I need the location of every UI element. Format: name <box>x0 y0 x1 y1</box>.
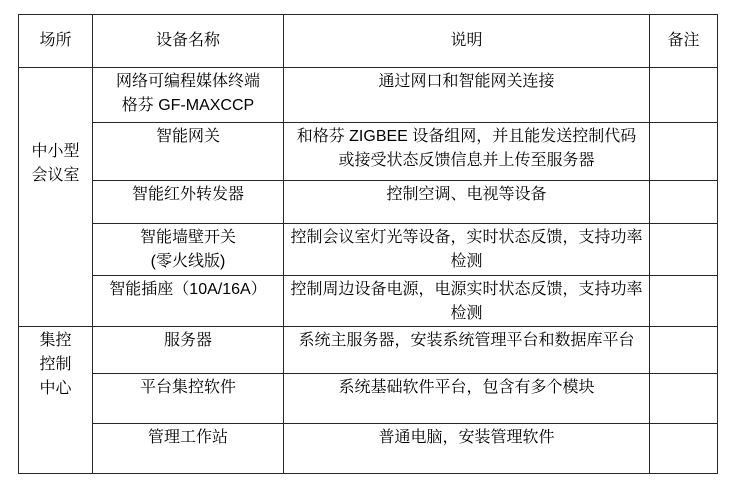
col-header-remark: 备注 <box>650 15 718 68</box>
device-name-cell-wall-switch <box>93 224 284 276</box>
device-name-line: 管理工作站 <box>147 429 228 446</box>
device-desc-cell-media-terminal <box>284 68 650 123</box>
remark-cell <box>650 181 718 224</box>
device-name-line: 网络可编程媒体终端 <box>115 73 260 90</box>
device-name-line: 服务器 <box>163 332 212 349</box>
table-row <box>19 424 718 474</box>
device-desc-cell-server <box>284 327 650 374</box>
device-name-cell-workstation <box>93 424 284 474</box>
table-row <box>19 181 718 224</box>
location-cell-meeting-room <box>19 68 93 327</box>
location-line: 集控 <box>39 332 72 349</box>
device-desc-cell-gateway <box>284 123 650 181</box>
col-header-device-name: 设备名称 <box>93 15 284 68</box>
device-desc-line: 普通电脑，安装管理软件 <box>378 429 555 446</box>
device-desc-cell-platform-software <box>284 374 650 424</box>
remark-cell <box>650 424 718 474</box>
device-name-line: 智能网关 <box>155 128 220 145</box>
table-row <box>19 123 718 181</box>
location-line: 中心 <box>39 380 72 397</box>
location-line: 中小型 <box>31 143 80 160</box>
device-desc-cell-wall-switch <box>284 224 650 276</box>
device-desc-line: 控制会议室灯光等设备，实时状态反馈，支持功率 <box>290 229 643 246</box>
device-name-cell-media-terminal <box>93 68 284 123</box>
device-name-line: (零火线版) <box>150 253 226 270</box>
device-desc-cell-socket <box>284 276 650 327</box>
col-header-description: 说明 <box>284 15 650 68</box>
table-row <box>19 68 718 123</box>
device-name-cell-platform-software <box>93 374 284 424</box>
device-desc-line: 检测 <box>450 253 483 270</box>
col-header-location: 场所 <box>19 15 93 68</box>
table-row <box>19 374 718 424</box>
device-name-line: 智能墙壁开关 <box>139 229 236 246</box>
remark-cell <box>650 123 718 181</box>
table-row <box>19 327 718 374</box>
device-name-cell-ir-repeater <box>93 181 284 224</box>
remark-cell <box>650 68 718 123</box>
device-name-line: 智能红外转发器 <box>131 186 244 203</box>
header-row <box>19 15 718 68</box>
device-desc-cell-workstation <box>284 424 650 474</box>
device-desc-line: 检测 <box>450 305 483 322</box>
device-desc-cell-ir-repeater <box>284 181 650 224</box>
table-row <box>19 224 718 276</box>
device-desc-line: 通过网口和智能网关连接 <box>378 73 555 90</box>
location-cell-control-center <box>19 327 93 474</box>
device-name-line: 平台集控软件 <box>139 379 236 396</box>
location-line: 控制 <box>39 356 72 373</box>
remark-cell <box>650 224 718 276</box>
device-desc-line: 控制周边设备电源，电源实时状态反馈，支持功率 <box>290 281 643 298</box>
device-name-line: 格芬 GF-MAXCCP <box>121 97 255 114</box>
remark-cell <box>650 276 718 327</box>
device-name-line: 智能插座（10A/16A） <box>109 281 267 298</box>
device-name-cell-socket <box>93 276 284 327</box>
device-desc-line: 系统主服务器，安装系统管理平台和数据库平台 <box>298 332 635 349</box>
remark-cell <box>650 374 718 424</box>
device-name-cell-server <box>93 327 284 374</box>
device-spec-table <box>18 14 718 474</box>
remark-cell <box>650 327 718 374</box>
device-name-cell-gateway <box>93 123 284 181</box>
location-line: 会议室 <box>31 167 80 184</box>
device-desc-line: 和格芬 ZIGBEE 设备组网，并且能发送控制代码 <box>296 128 637 145</box>
table-row <box>19 276 718 327</box>
device-desc-line: 或接受状态反馈信息并上传至服务器 <box>338 152 595 169</box>
device-desc-line: 控制空调、电视等设备 <box>386 186 547 203</box>
device-desc-line: 系统基础软件平台，包含有多个模块 <box>338 379 595 396</box>
